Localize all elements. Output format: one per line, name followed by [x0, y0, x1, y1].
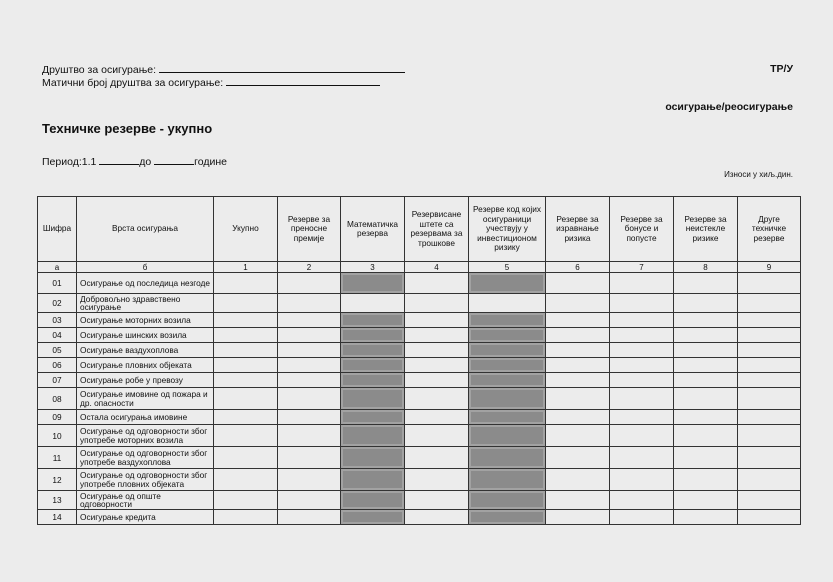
- value-cell[interactable]: [674, 273, 738, 294]
- row-name: Осигурање кредита: [77, 510, 214, 525]
- row-name: Осигурање од последица незгоде: [77, 273, 214, 294]
- disabled-cell: [469, 510, 546, 525]
- value-cell[interactable]: [278, 410, 341, 425]
- row-name: Осигурање од одговорности због употребе моторних возила: [77, 425, 214, 447]
- row-code: 14: [38, 510, 77, 525]
- table-row: [38, 343, 801, 358]
- value-cell[interactable]: [674, 425, 738, 447]
- period-suffix: године: [194, 156, 227, 168]
- value-cell[interactable]: [278, 358, 341, 373]
- row-name: Осигурање имовине од пожара и др. опасности: [77, 388, 214, 410]
- value-cell[interactable]: [214, 373, 278, 388]
- disabled-cell: [469, 273, 546, 294]
- value-cell[interactable]: [610, 410, 674, 425]
- value-cell[interactable]: [674, 469, 738, 491]
- row-name: Осигурање од одговорности због употребе пловних објеката: [77, 469, 214, 491]
- row-code: 01: [38, 273, 77, 294]
- value-cell[interactable]: [405, 273, 469, 294]
- value-cell[interactable]: [278, 273, 341, 294]
- value-cell[interactable]: [610, 388, 674, 410]
- value-cell[interactable]: [405, 358, 469, 373]
- value-cell[interactable]: [546, 358, 610, 373]
- column-header: Математичка резерва: [341, 197, 405, 262]
- column-header: Резерве за изравнање ризика: [546, 197, 610, 262]
- value-cell[interactable]: [546, 469, 610, 491]
- column-index: 3: [341, 262, 405, 273]
- disabled-cell: [341, 373, 405, 388]
- value-cell[interactable]: [278, 388, 341, 410]
- value-cell[interactable]: [674, 343, 738, 358]
- company-field-row: [42, 63, 405, 76]
- value-cell[interactable]: [546, 425, 610, 447]
- value-cell[interactable]: [278, 491, 341, 510]
- value-cell[interactable]: [278, 469, 341, 491]
- disabled-cell: [341, 425, 405, 447]
- column-header: Резерве за преносне премије: [278, 197, 341, 262]
- value-cell[interactable]: [674, 358, 738, 373]
- column-index: 4: [405, 262, 469, 273]
- row-name: Остала осигурања имовине: [77, 410, 214, 425]
- value-cell[interactable]: [546, 447, 610, 469]
- disabled-cell: [341, 328, 405, 343]
- regno-input-line[interactable]: [226, 76, 380, 86]
- value-cell[interactable]: [546, 343, 610, 358]
- value-cell[interactable]: [214, 469, 278, 491]
- column-header: Укупно: [214, 197, 278, 262]
- value-cell[interactable]: [546, 510, 610, 525]
- disabled-cell: [469, 373, 546, 388]
- disabled-cell: [469, 358, 546, 373]
- header-row: [38, 197, 801, 262]
- amounts-note: Износи у хиљ.дин.: [724, 170, 793, 179]
- value-cell[interactable]: [405, 510, 469, 525]
- period-from-line[interactable]: [99, 155, 139, 165]
- row-code: 03: [38, 313, 77, 328]
- value-cell[interactable]: [610, 273, 674, 294]
- column-header: Друге техничке резерве: [738, 197, 801, 262]
- disabled-cell: [469, 491, 546, 510]
- period-year-line[interactable]: [154, 155, 194, 165]
- value-cell[interactable]: [738, 294, 801, 313]
- value-cell[interactable]: [610, 447, 674, 469]
- table-row: [38, 373, 801, 388]
- index-row: [38, 262, 801, 273]
- value-cell[interactable]: [405, 343, 469, 358]
- table-row: [38, 469, 801, 491]
- value-cell[interactable]: [546, 273, 610, 294]
- value-cell[interactable]: [546, 328, 610, 343]
- disabled-cell: [341, 491, 405, 510]
- value-cell[interactable]: [214, 313, 278, 328]
- value-cell[interactable]: [214, 358, 278, 373]
- value-cell[interactable]: [738, 425, 801, 447]
- row-name: Осигурање пловних објеката: [77, 358, 214, 373]
- type-label: осигурање/реосигурање: [665, 101, 793, 113]
- value-cell[interactable]: [738, 313, 801, 328]
- row-name: Осигурање ваздухоплова: [77, 343, 214, 358]
- disabled-cell: [469, 469, 546, 491]
- disabled-cell: [469, 425, 546, 447]
- value-cell[interactable]: [546, 388, 610, 410]
- disabled-cell: [469, 328, 546, 343]
- table-row: [38, 294, 801, 313]
- row-code: 10: [38, 425, 77, 447]
- row-code: 06: [38, 358, 77, 373]
- column-header: Резервисане штете са резервама за трошкове: [405, 197, 469, 262]
- column-index: 7: [610, 262, 674, 273]
- value-cell[interactable]: [674, 313, 738, 328]
- value-cell[interactable]: [405, 410, 469, 425]
- disabled-cell: [341, 343, 405, 358]
- reserves-table: [37, 196, 801, 525]
- column-index: 1: [214, 262, 278, 273]
- value-cell[interactable]: [738, 343, 801, 358]
- value-cell[interactable]: [341, 294, 405, 313]
- period-row: [42, 155, 227, 168]
- value-cell[interactable]: [278, 373, 341, 388]
- value-cell[interactable]: [278, 313, 341, 328]
- value-cell[interactable]: [469, 294, 546, 313]
- value-cell[interactable]: [546, 410, 610, 425]
- value-cell[interactable]: [674, 491, 738, 510]
- disabled-cell: [341, 469, 405, 491]
- row-name: Добровољно здравствено осигурање: [77, 294, 214, 313]
- table-row: [38, 447, 801, 469]
- table-row: [38, 358, 801, 373]
- row-code: 12: [38, 469, 77, 491]
- value-cell[interactable]: [674, 447, 738, 469]
- value-cell[interactable]: [214, 410, 278, 425]
- regno-field-row: [42, 76, 380, 89]
- value-cell[interactable]: [405, 313, 469, 328]
- disabled-cell: [469, 388, 546, 410]
- column-header: Резерве за неистекле ризике: [674, 197, 738, 262]
- value-cell[interactable]: [214, 343, 278, 358]
- value-cell[interactable]: [610, 313, 674, 328]
- disabled-cell: [341, 358, 405, 373]
- disabled-cell: [341, 273, 405, 294]
- value-cell[interactable]: [405, 294, 469, 313]
- row-code: 13: [38, 491, 77, 510]
- disabled-cell: [469, 447, 546, 469]
- column-header: Резерве за бонусе и попусте: [610, 197, 674, 262]
- company-label: Друштво за осигурање:: [42, 64, 156, 76]
- value-cell[interactable]: [674, 388, 738, 410]
- value-cell[interactable]: [610, 294, 674, 313]
- table-row: [38, 273, 801, 294]
- column-index: 6: [546, 262, 610, 273]
- table-row: [38, 425, 801, 447]
- table-row: [38, 313, 801, 328]
- value-cell[interactable]: [738, 491, 801, 510]
- column-header: Врста осигурања: [77, 197, 214, 262]
- value-cell[interactable]: [610, 510, 674, 525]
- value-cell[interactable]: [278, 447, 341, 469]
- disabled-cell: [469, 313, 546, 328]
- disabled-cell: [341, 510, 405, 525]
- value-cell[interactable]: [214, 510, 278, 525]
- value-cell[interactable]: [278, 294, 341, 313]
- value-cell[interactable]: [738, 447, 801, 469]
- value-cell[interactable]: [278, 343, 341, 358]
- row-code: 09: [38, 410, 77, 425]
- row-code: 05: [38, 343, 77, 358]
- value-cell[interactable]: [546, 373, 610, 388]
- disabled-cell: [341, 410, 405, 425]
- value-cell[interactable]: [214, 425, 278, 447]
- value-cell[interactable]: [405, 328, 469, 343]
- value-cell[interactable]: [738, 373, 801, 388]
- column-index: 5: [469, 262, 546, 273]
- company-input-line[interactable]: [159, 63, 405, 73]
- value-cell[interactable]: [214, 294, 278, 313]
- value-cell[interactable]: [214, 491, 278, 510]
- disabled-cell: [341, 447, 405, 469]
- value-cell[interactable]: [610, 373, 674, 388]
- value-cell[interactable]: [674, 510, 738, 525]
- value-cell[interactable]: [674, 328, 738, 343]
- row-code: 11: [38, 447, 77, 469]
- page-title: Техничке резерве - укупно: [42, 121, 213, 136]
- value-cell[interactable]: [214, 388, 278, 410]
- value-cell[interactable]: [674, 410, 738, 425]
- value-cell[interactable]: [405, 447, 469, 469]
- value-cell[interactable]: [674, 373, 738, 388]
- value-cell[interactable]: [738, 510, 801, 525]
- form-code: ТР/У: [770, 63, 793, 75]
- value-cell[interactable]: [278, 328, 341, 343]
- value-cell[interactable]: [546, 294, 610, 313]
- value-cell[interactable]: [738, 388, 801, 410]
- column-header: Резерве код којих осигураници учествују у инвестиционом ризику: [469, 197, 546, 262]
- row-code: 07: [38, 373, 77, 388]
- table-row: [38, 410, 801, 425]
- value-cell[interactable]: [610, 469, 674, 491]
- value-cell[interactable]: [405, 388, 469, 410]
- table-row: [38, 491, 801, 510]
- table-row: [38, 510, 801, 525]
- row-code: 08: [38, 388, 77, 410]
- value-cell[interactable]: [214, 447, 278, 469]
- value-cell[interactable]: [214, 273, 278, 294]
- value-cell[interactable]: [610, 491, 674, 510]
- value-cell[interactable]: [278, 510, 341, 525]
- value-cell[interactable]: [610, 425, 674, 447]
- disabled-cell: [469, 410, 546, 425]
- value-cell[interactable]: [738, 469, 801, 491]
- value-cell[interactable]: [214, 328, 278, 343]
- value-cell[interactable]: [738, 358, 801, 373]
- column-index: б: [77, 262, 214, 273]
- value-cell[interactable]: [546, 313, 610, 328]
- row-name: Осигурање моторних возила: [77, 313, 214, 328]
- column-index: а: [38, 262, 77, 273]
- row-name: Осигурање робе у превозу: [77, 373, 214, 388]
- period-prefix: Период:1.1: [42, 156, 97, 168]
- row-name: Осигурање од одговорности због употребе ваздухоплова: [77, 447, 214, 469]
- value-cell[interactable]: [610, 358, 674, 373]
- disabled-cell: [341, 313, 405, 328]
- value-cell[interactable]: [405, 425, 469, 447]
- value-cell[interactable]: [405, 469, 469, 491]
- row-code: 02: [38, 294, 77, 313]
- value-cell[interactable]: [738, 328, 801, 343]
- value-cell[interactable]: [738, 273, 801, 294]
- column-header: Шифра: [38, 197, 77, 262]
- value-cell[interactable]: [610, 343, 674, 358]
- value-cell[interactable]: [610, 328, 674, 343]
- table-row: [38, 388, 801, 410]
- column-index: 2: [278, 262, 341, 273]
- disabled-cell: [341, 388, 405, 410]
- value-cell[interactable]: [405, 373, 469, 388]
- disabled-cell: [469, 343, 546, 358]
- value-cell[interactable]: [278, 425, 341, 447]
- value-cell[interactable]: [738, 410, 801, 425]
- row-code: 04: [38, 328, 77, 343]
- row-name: Осигурање од опште одговорности: [77, 491, 214, 510]
- column-index: 9: [738, 262, 801, 273]
- period-to-label: до: [139, 156, 152, 168]
- value-cell[interactable]: [674, 294, 738, 313]
- table-row: [38, 328, 801, 343]
- column-index: 8: [674, 262, 738, 273]
- value-cell[interactable]: [546, 491, 610, 510]
- value-cell[interactable]: [405, 491, 469, 510]
- regno-label: Матични број друштва за осигурање:: [42, 77, 224, 89]
- row-name: Осигурање шинских возила: [77, 328, 214, 343]
